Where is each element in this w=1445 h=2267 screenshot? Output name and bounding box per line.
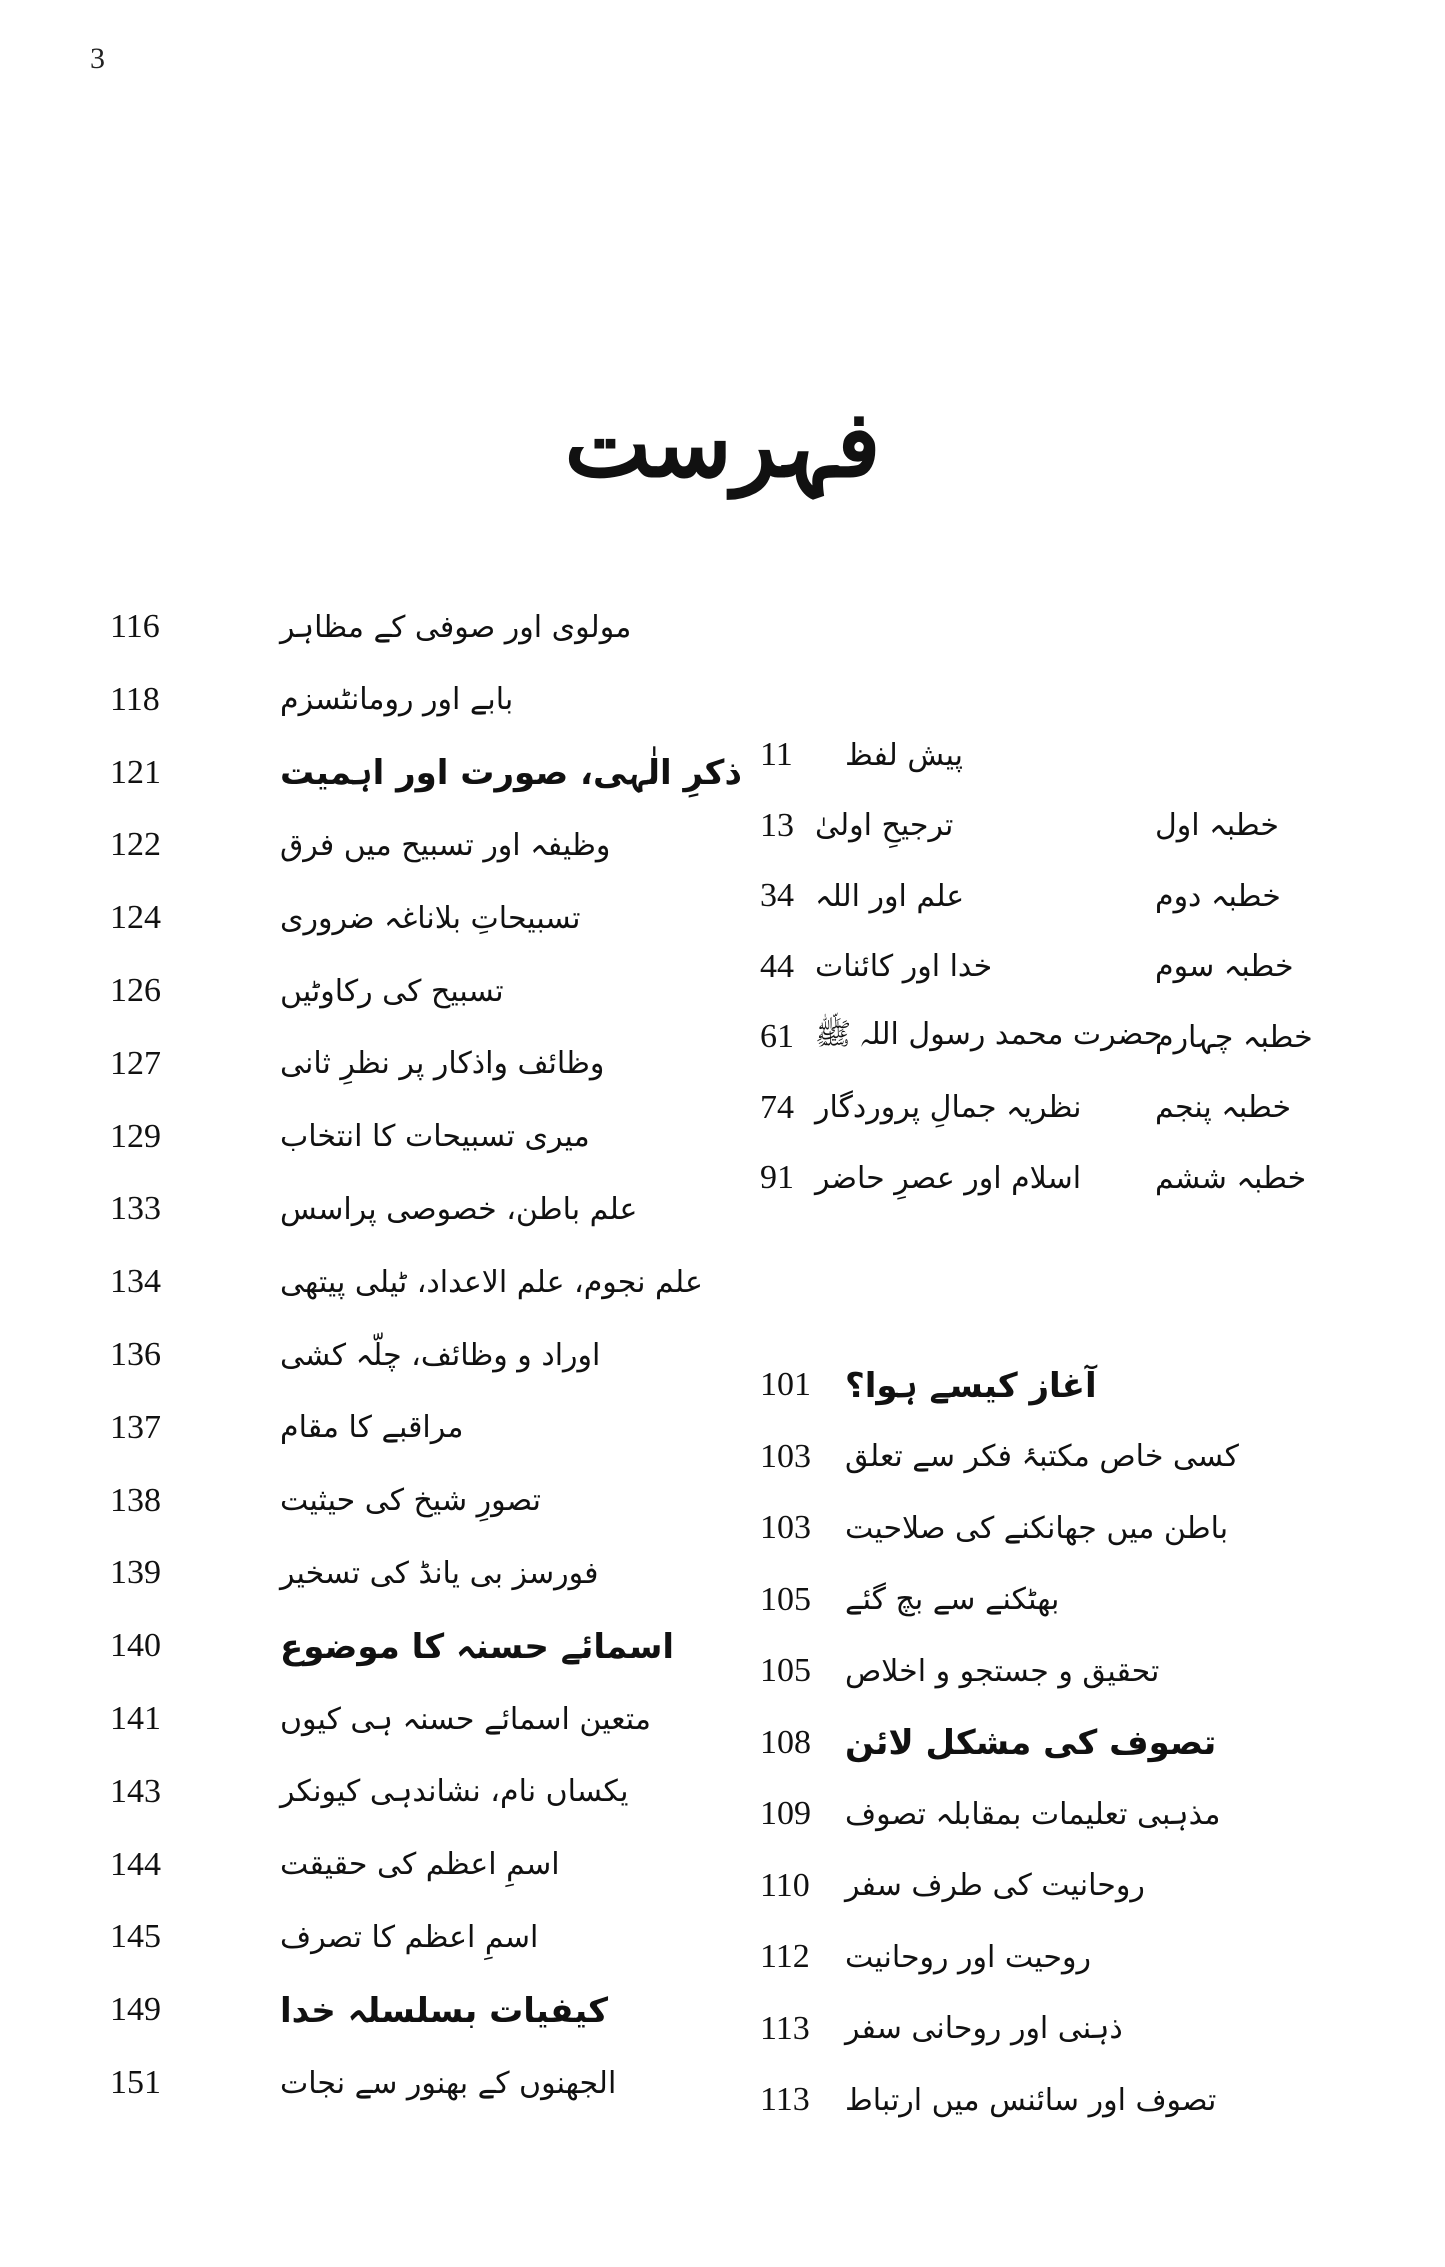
toc-entry-left[interactable]	[0, 1252, 720, 1312]
toc-entry-title: اوراد و وظائف، چلّہ کشی	[280, 1337, 601, 1373]
toc-entry-page: 145	[110, 1918, 161, 1956]
toc-entry-khutba[interactable]	[0, 796, 1445, 856]
toc-entry-right[interactable]	[0, 1784, 1445, 1844]
toc-entry-page: 105	[760, 1580, 811, 1618]
toc-entry-title: تصوف کی مشکل لائن	[845, 1722, 1217, 1763]
toc-entry-left[interactable]	[0, 670, 720, 730]
toc-entry-title: تسبیحاتِ بلاناغہ ضروری	[280, 900, 581, 936]
toc-entry-page: 91	[760, 1159, 794, 1196]
page-title: فہرست	[564, 390, 881, 498]
toc-entry-page: 136	[110, 1336, 161, 1373]
toc-entry-page: 144	[110, 1845, 161, 1883]
toc-entry-page: 108	[760, 1723, 811, 1761]
toc-entry-right[interactable]	[0, 1999, 1445, 2059]
toc-entry-page: 134	[110, 1263, 161, 1301]
toc-entry-title: مراقبے کا مقام	[280, 1410, 464, 1446]
toc-entry-left[interactable]	[0, 597, 720, 657]
toc-entry-page: 140	[110, 1627, 161, 1665]
toc-entry-page: 151	[110, 2064, 161, 2101]
toc-entry-label: خطبہ دوم	[1155, 878, 1281, 914]
toc-entry-title: تصوف اور سائنس میں ارتباط	[845, 2082, 1217, 2118]
toc-entry-khutba[interactable]	[0, 866, 1445, 926]
toc-entry-title: علم باطن، خصوصی پراسس	[280, 1191, 638, 1227]
toc-entry-label: خطبہ اول	[1155, 808, 1279, 843]
toc-entry-title: تسبیح کی رکاوٹیں	[280, 973, 504, 1009]
toc-entry-title: آغاز کیسے ہوا؟	[845, 1365, 1097, 1406]
toc-entry-right[interactable]	[0, 1856, 1445, 1916]
toc-entry-page: 133	[110, 1190, 161, 1228]
toc-entry-title: نظریہ جمالِ پروردگار	[815, 1090, 1082, 1125]
toc-entry-page: 129	[110, 1117, 161, 1155]
toc-entry-title: روحانیت کی طرف سفر	[845, 1868, 1145, 1903]
toc-entry-page: 121	[110, 753, 161, 791]
toc-entry-title: ذکرِ الٰہی، صورت اور اہمیت	[280, 753, 742, 794]
toc-entry-title: ذہنی اور روحانی سفر	[845, 2011, 1123, 2046]
toc-entry-title: تحقیق و جستجو و اخلاص	[845, 1653, 1160, 1689]
toc-entry-title: اسمائے حسنہ کا موضوع	[280, 1626, 675, 1667]
toc-entry-right[interactable]	[0, 1927, 1445, 1987]
toc-entry-page: 118	[110, 680, 160, 718]
toc-entry-title: علم نجوم، علم الاعداد، ٹیلی پیتھی	[280, 1264, 703, 1300]
toc-entry-right[interactable]	[0, 1641, 1445, 1701]
toc-entry-title: کیفیات بسلسلہ خدا	[280, 1990, 609, 2031]
toc-entry-title: تصورِ شیخ کی حیثیت	[280, 1483, 541, 1519]
toc-entry-page: 44	[760, 947, 794, 985]
toc-entry-right[interactable]	[0, 1427, 1445, 1487]
toc-entry-page: 138	[110, 1481, 161, 1519]
toc-entry-title: بھٹکنے سے بچ گئے	[845, 1582, 1060, 1617]
toc-entry-page: 141	[110, 1700, 161, 1737]
toc-entry-page: 34	[760, 877, 794, 914]
toc-entry-page: 127	[110, 1044, 161, 1082]
toc-entry-title: متعین اسمائے حسنہ ہی کیوں	[280, 1701, 651, 1737]
toc-entry-page: 124	[110, 899, 161, 937]
page-number: 3	[90, 42, 105, 75]
toc-entry-title: پیش لفظ	[845, 737, 963, 773]
toc-entry-page: 110	[760, 1866, 810, 1904]
toc-entry-khutba[interactable]	[0, 937, 1445, 997]
toc-entry-page: 122	[110, 826, 161, 864]
toc-entry-title: کسی خاص مکتبۂ فکر سے تعلق	[845, 1439, 1239, 1474]
toc-entry-title: اسلام اور عصرِ حاضر	[815, 1160, 1082, 1196]
toc-entry-title: مولوی اور صوفی کے مظاہر	[280, 609, 632, 645]
toc-entry-title: ترجیحِ اولیٰ	[815, 808, 954, 843]
toc-entry-page: 101	[760, 1366, 811, 1403]
toc-entry-page: 105	[760, 1652, 811, 1689]
toc-entry-page: 74	[760, 1088, 794, 1126]
toc-entry-page: 103	[760, 1509, 811, 1546]
toc-entry-khutba[interactable]	[0, 1007, 1445, 1067]
toc-entry-page: 143	[110, 1772, 161, 1810]
toc-entry-page: 109	[760, 1795, 811, 1832]
toc-entry-page: 11	[760, 736, 793, 773]
toc-entry-right[interactable]	[0, 1498, 1445, 1558]
toc-entry-label: خطبہ چہارم	[1155, 1019, 1313, 1055]
toc-entry-title: روحیت اور روحانیت	[845, 1939, 1091, 1975]
toc-entry-title: وظیفہ اور تسبیح میں فرق	[280, 827, 611, 863]
toc-entry-title: فورسز بی یانڈ کی تسخیر	[280, 1555, 599, 1591]
toc-entry-label: خطبہ سوم	[1155, 949, 1294, 984]
toc-entry-label: خطبہ ششم	[1155, 1160, 1307, 1196]
toc-entry-page: 113	[760, 2081, 810, 2118]
toc-entry-page: 137	[110, 1408, 161, 1446]
toc-entry-khutba[interactable]	[0, 1148, 1445, 1208]
toc-entry-right[interactable]	[0, 1355, 1445, 1415]
toc-entry-page: 113	[760, 2009, 810, 2047]
toc-entry-right[interactable]	[0, 2070, 1445, 2130]
toc-entry-page: 103	[760, 1437, 811, 1475]
toc-entry-page: 112	[760, 1938, 810, 1975]
toc-entry-label: خطبہ پنجم	[1155, 1090, 1292, 1125]
toc-entry-page: 139	[110, 1554, 161, 1592]
toc-entry-title: باطن میں جھانکنے کی صلاحیت	[845, 1510, 1229, 1546]
toc-entry-title: مذہبی تعلیمات بمقابلہ تصوف	[845, 1796, 1221, 1832]
toc-entry-title: بابے اور رومانٹسزم	[280, 682, 514, 718]
toc-entry-page: 61	[760, 1018, 794, 1055]
toc-entry-title: علم اور اللہ	[815, 878, 965, 914]
toc-entry-title: خدا اور کائنات	[815, 949, 993, 984]
toc-entry-title: اسمِ اعظم کا تصرف	[280, 1919, 539, 1955]
toc-entry-page: 126	[110, 972, 161, 1009]
toc-entry-title: وظائف واذکار پر نظرِ ثانی	[280, 1046, 605, 1082]
toc-entry-khutba[interactable]	[0, 725, 1445, 785]
toc-entry-khutba[interactable]	[0, 1078, 1445, 1138]
toc-entry-page: 149	[110, 1991, 161, 2029]
toc-entry-title: الجھنوں کے بھنور سے نجات	[280, 2065, 617, 2101]
toc-entry-right[interactable]	[0, 1713, 1445, 1773]
toc-entry-title: اسمِ اعظم کی حقیقت	[280, 1847, 560, 1883]
toc-entry-title: حضرت محمد رسول اللہ ﷺ	[815, 1016, 1163, 1052]
toc-entry-page: 13	[760, 806, 794, 844]
toc-entry-title: میری تسبیحات کا انتخاب	[280, 1119, 590, 1155]
toc-entry-page: 116	[110, 608, 160, 645]
toc-entry-right[interactable]	[0, 1570, 1445, 1630]
toc-entry-title: یکساں نام، نشاندہی کیونکر	[280, 1774, 629, 1810]
